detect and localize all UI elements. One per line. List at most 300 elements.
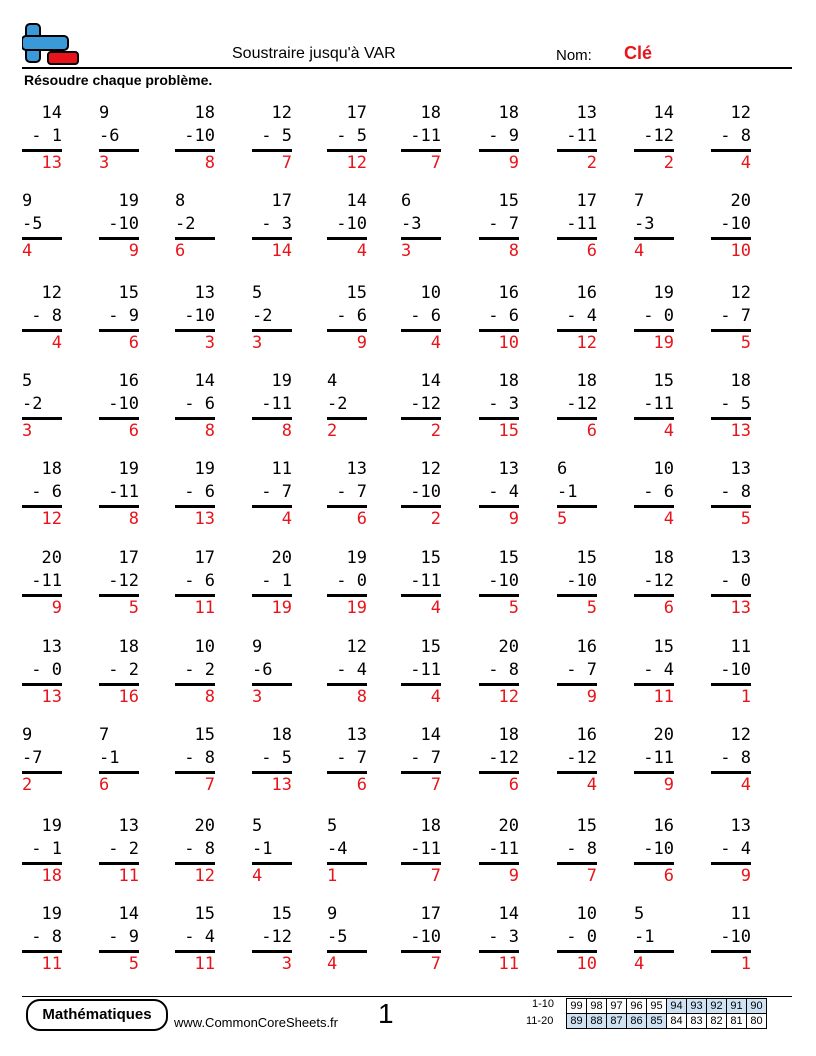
subtrahend: -11 bbox=[410, 126, 441, 146]
score-cell: 93 bbox=[687, 999, 707, 1014]
minuend: 15 bbox=[498, 548, 519, 568]
minuend: 13 bbox=[118, 816, 139, 836]
score-cell: 87 bbox=[607, 1014, 627, 1029]
answer-line bbox=[22, 862, 62, 865]
answer: 4 bbox=[327, 954, 338, 974]
minuend: 5 bbox=[252, 816, 263, 836]
minuend: 18 bbox=[730, 371, 751, 391]
answer-line bbox=[99, 417, 139, 420]
answer-line bbox=[327, 237, 367, 240]
answer-line bbox=[634, 505, 674, 508]
minuend: 18 bbox=[41, 459, 62, 479]
score-cell: 85 bbox=[647, 1014, 667, 1029]
answer: 10 bbox=[498, 333, 519, 353]
subtrahend: -2 bbox=[175, 214, 196, 234]
answer: 7 bbox=[430, 153, 441, 173]
subtrahend: - 7 bbox=[261, 482, 292, 502]
subtrahend: -1 bbox=[252, 839, 273, 859]
answer: 13 bbox=[730, 421, 751, 441]
minuend: 7 bbox=[99, 725, 110, 745]
answer-line bbox=[557, 417, 597, 420]
answer-line bbox=[22, 417, 62, 420]
minuend: 16 bbox=[653, 816, 674, 836]
answer-line bbox=[711, 950, 751, 953]
answer: 8 bbox=[204, 421, 215, 441]
footer-divider bbox=[22, 996, 792, 997]
subtrahend: - 4 bbox=[720, 839, 751, 859]
answer: 6 bbox=[663, 866, 674, 886]
minuend: 14 bbox=[118, 904, 139, 924]
score-cell: 86 bbox=[627, 1014, 647, 1029]
minuend: 15 bbox=[576, 548, 597, 568]
answer-line bbox=[327, 950, 367, 953]
subtrahend: -2 bbox=[327, 394, 348, 414]
answer-line bbox=[327, 862, 367, 865]
minuend: 9 bbox=[99, 103, 110, 123]
answer-line bbox=[479, 417, 519, 420]
subtrahend: - 1 bbox=[261, 571, 292, 591]
answer-line bbox=[401, 329, 441, 332]
answer-line bbox=[711, 237, 751, 240]
subtrahend: -10 bbox=[720, 927, 751, 947]
subtrahend: - 7 bbox=[566, 660, 597, 680]
subtrahend: -12 bbox=[488, 748, 519, 768]
subtrahend: -2 bbox=[22, 394, 43, 414]
minuend: 13 bbox=[194, 283, 215, 303]
answer: 3 bbox=[99, 153, 110, 173]
answer: 9 bbox=[586, 687, 597, 707]
answer: 5 bbox=[740, 509, 751, 529]
score-row-label: 11-20 bbox=[526, 1015, 554, 1027]
subtrahend: -11 bbox=[410, 571, 441, 591]
minuend: 12 bbox=[271, 103, 292, 123]
answer: 3 bbox=[252, 333, 263, 353]
answer-line bbox=[99, 862, 139, 865]
answer-line bbox=[99, 771, 139, 774]
answer: 7 bbox=[281, 153, 292, 173]
answer-line bbox=[711, 149, 751, 152]
minuend: 15 bbox=[576, 816, 597, 836]
minuend: 20 bbox=[41, 548, 62, 568]
answer-line bbox=[711, 771, 751, 774]
subtrahend: -1 bbox=[557, 482, 578, 502]
minuend: 16 bbox=[118, 371, 139, 391]
minuend: 19 bbox=[41, 816, 62, 836]
answer-line bbox=[479, 683, 519, 686]
answer: 5 bbox=[128, 598, 139, 618]
minuend: 17 bbox=[420, 904, 441, 924]
minuend: 16 bbox=[576, 637, 597, 657]
minuend: 10 bbox=[653, 459, 674, 479]
answer: 5 bbox=[740, 333, 751, 353]
answer: 11 bbox=[498, 954, 519, 974]
subtrahend: - 6 bbox=[643, 482, 674, 502]
answer-line bbox=[634, 237, 674, 240]
subtrahend: - 8 bbox=[720, 482, 751, 502]
minuend: 13 bbox=[730, 548, 751, 568]
answer-line bbox=[479, 149, 519, 152]
subtrahend: - 9 bbox=[108, 306, 139, 326]
minuend: 13 bbox=[346, 725, 367, 745]
minuend: 17 bbox=[194, 548, 215, 568]
answer: 2 bbox=[663, 153, 674, 173]
page-title: Soustraire jusqu'à VAR bbox=[232, 45, 396, 62]
subtrahend: -10 bbox=[720, 660, 751, 680]
subtrahend: -4 bbox=[327, 839, 348, 859]
minuend: 18 bbox=[271, 725, 292, 745]
answer-line bbox=[175, 862, 215, 865]
subtrahend: -11 bbox=[31, 571, 62, 591]
subtrahend: - 7 bbox=[720, 306, 751, 326]
minuend: 14 bbox=[194, 371, 215, 391]
answer-line bbox=[401, 594, 441, 597]
subtrahend: -10 bbox=[488, 571, 519, 591]
answer: 19 bbox=[271, 598, 292, 618]
minuend: 18 bbox=[118, 637, 139, 657]
answer: 11 bbox=[194, 954, 215, 974]
answer: 9 bbox=[128, 241, 139, 261]
answer: 6 bbox=[128, 333, 139, 353]
subtrahend: - 4 bbox=[488, 482, 519, 502]
answer: 9 bbox=[740, 866, 751, 886]
answer: 12 bbox=[194, 866, 215, 886]
minuend: 20 bbox=[498, 637, 519, 657]
minuend: 18 bbox=[498, 725, 519, 745]
score-cell: 82 bbox=[707, 1014, 727, 1029]
subtrahend: -10 bbox=[643, 839, 674, 859]
minuend: 19 bbox=[346, 548, 367, 568]
subtrahend: -10 bbox=[336, 214, 367, 234]
subtrahend: - 8 bbox=[488, 660, 519, 680]
answer: 4 bbox=[634, 241, 645, 261]
minuend: 10 bbox=[194, 637, 215, 657]
minuend: 9 bbox=[252, 637, 263, 657]
score-cell: 83 bbox=[687, 1014, 707, 1029]
answer-line bbox=[327, 149, 367, 152]
subtrahend: - 2 bbox=[108, 839, 139, 859]
subtrahend: -6 bbox=[99, 126, 120, 146]
minuend: 20 bbox=[730, 191, 751, 211]
answer-line bbox=[252, 329, 292, 332]
subtrahend: - 4 bbox=[643, 660, 674, 680]
minuend: 5 bbox=[327, 816, 338, 836]
answer: 12 bbox=[41, 509, 62, 529]
score-row-label: 1-10 bbox=[532, 998, 555, 1010]
answer-line bbox=[175, 683, 215, 686]
minuend: 18 bbox=[420, 103, 441, 123]
minuend: 17 bbox=[271, 191, 292, 211]
answer: 6 bbox=[586, 421, 597, 441]
minuend: 11 bbox=[730, 904, 751, 924]
minuend: 20 bbox=[194, 816, 215, 836]
subtrahend: -11 bbox=[261, 394, 292, 414]
answer: 3 bbox=[204, 333, 215, 353]
subtrahend: -2 bbox=[252, 306, 273, 326]
minuend: 13 bbox=[41, 637, 62, 657]
answer: 8 bbox=[281, 421, 292, 441]
minuend: 14 bbox=[420, 371, 441, 391]
answer: 7 bbox=[430, 954, 441, 974]
answer-line bbox=[22, 950, 62, 953]
answer: 13 bbox=[730, 598, 751, 618]
answer: 5 bbox=[557, 509, 568, 529]
subtrahend: - 8 bbox=[720, 126, 751, 146]
answer-line bbox=[252, 771, 292, 774]
answer-line bbox=[175, 237, 215, 240]
answer-line bbox=[634, 771, 674, 774]
minuend: 4 bbox=[327, 371, 338, 391]
answer: 6 bbox=[586, 241, 597, 261]
answer-line bbox=[634, 329, 674, 332]
answer-line bbox=[175, 950, 215, 953]
answer-line bbox=[99, 594, 139, 597]
subtrahend: - 6 bbox=[488, 306, 519, 326]
answer-line bbox=[557, 683, 597, 686]
answer: 3 bbox=[252, 687, 263, 707]
subtrahend: - 8 bbox=[184, 839, 215, 859]
subtrahend: -12 bbox=[261, 927, 292, 947]
subtrahend: -11 bbox=[643, 394, 674, 414]
answer: 18 bbox=[41, 866, 62, 886]
score-cell: 91 bbox=[727, 999, 747, 1014]
minuend: 6 bbox=[401, 191, 412, 211]
subtrahend: -12 bbox=[643, 126, 674, 146]
minuend: 17 bbox=[118, 548, 139, 568]
minuend: 11 bbox=[730, 637, 751, 657]
answer: 6 bbox=[99, 775, 110, 795]
subtrahend: -12 bbox=[566, 394, 597, 414]
answer-line bbox=[252, 417, 292, 420]
subtrahend: - 6 bbox=[410, 306, 441, 326]
answer: 4 bbox=[430, 598, 441, 618]
answer-line bbox=[557, 771, 597, 774]
subtrahend: - 4 bbox=[566, 306, 597, 326]
answer-line bbox=[557, 950, 597, 953]
minuend: 9 bbox=[22, 725, 33, 745]
answer-line bbox=[479, 862, 519, 865]
answer-line bbox=[401, 417, 441, 420]
answer-line bbox=[22, 329, 62, 332]
answer-line bbox=[557, 329, 597, 332]
minuend: 18 bbox=[498, 371, 519, 391]
answer: 15 bbox=[498, 421, 519, 441]
answer-line bbox=[401, 950, 441, 953]
minuend: 16 bbox=[498, 283, 519, 303]
minuend: 14 bbox=[41, 103, 62, 123]
answer: 5 bbox=[586, 598, 597, 618]
answer-line bbox=[99, 950, 139, 953]
page-number: 1 bbox=[378, 998, 394, 1029]
answer: 1 bbox=[327, 866, 338, 886]
answer-line bbox=[252, 594, 292, 597]
score-row bbox=[567, 1014, 767, 1029]
minuend: 16 bbox=[576, 725, 597, 745]
subtrahend: -10 bbox=[108, 214, 139, 234]
minuend: 15 bbox=[653, 637, 674, 657]
answer-line bbox=[557, 594, 597, 597]
minuend: 18 bbox=[194, 103, 215, 123]
answer: 4 bbox=[740, 153, 751, 173]
subtrahend: -11 bbox=[108, 482, 139, 502]
subtrahend: -11 bbox=[410, 839, 441, 859]
answer-line bbox=[175, 417, 215, 420]
subtrahend: -10 bbox=[184, 126, 215, 146]
subtrahend: - 9 bbox=[488, 126, 519, 146]
answer: 9 bbox=[508, 509, 519, 529]
answer-line bbox=[327, 505, 367, 508]
answer: 8 bbox=[204, 687, 215, 707]
answer: 2 bbox=[22, 775, 33, 795]
answer: 6 bbox=[128, 421, 139, 441]
minuend: 6 bbox=[557, 459, 568, 479]
answer: 4 bbox=[252, 866, 263, 886]
subtrahend: -5 bbox=[327, 927, 348, 947]
subtrahend: -11 bbox=[488, 839, 519, 859]
answer-line bbox=[252, 683, 292, 686]
minuend: 14 bbox=[498, 904, 519, 924]
answer-line bbox=[175, 771, 215, 774]
minuend: 5 bbox=[634, 904, 645, 924]
answer-line bbox=[711, 505, 751, 508]
answer-line bbox=[711, 417, 751, 420]
answer-line bbox=[479, 771, 519, 774]
minuend: 12 bbox=[420, 459, 441, 479]
answer: 12 bbox=[576, 333, 597, 353]
answer-line bbox=[634, 950, 674, 953]
instructions: Résoudre chaque problème. bbox=[24, 72, 213, 88]
answer: 19 bbox=[346, 598, 367, 618]
answer: 11 bbox=[653, 687, 674, 707]
answer: 16 bbox=[118, 687, 139, 707]
answer: 7 bbox=[430, 775, 441, 795]
minuend: 18 bbox=[498, 103, 519, 123]
minuend: 15 bbox=[653, 371, 674, 391]
answer: 6 bbox=[508, 775, 519, 795]
score-cell: 98 bbox=[587, 999, 607, 1014]
answer-line bbox=[327, 329, 367, 332]
answer-line bbox=[327, 417, 367, 420]
answer-line bbox=[99, 237, 139, 240]
subtrahend: - 6 bbox=[184, 394, 215, 414]
answer: 14 bbox=[271, 241, 292, 261]
subtrahend: - 1 bbox=[31, 126, 62, 146]
answer-line bbox=[401, 505, 441, 508]
answer: 6 bbox=[175, 241, 186, 261]
minuend: 12 bbox=[730, 103, 751, 123]
answer-line bbox=[401, 683, 441, 686]
subtrahend: - 3 bbox=[261, 214, 292, 234]
answer: 2 bbox=[430, 509, 441, 529]
answer: 3 bbox=[401, 241, 412, 261]
answer-line bbox=[401, 237, 441, 240]
answer-line bbox=[175, 594, 215, 597]
answer-line bbox=[175, 505, 215, 508]
subtrahend: - 4 bbox=[184, 927, 215, 947]
minuend: 10 bbox=[576, 904, 597, 924]
subtrahend: -10 bbox=[566, 571, 597, 591]
name-label: Nom: bbox=[556, 47, 592, 64]
subtrahend: - 0 bbox=[720, 571, 751, 591]
score-cell: 92 bbox=[707, 999, 727, 1014]
answer-line bbox=[557, 149, 597, 152]
subtrahend: - 6 bbox=[184, 571, 215, 591]
answer-line bbox=[479, 329, 519, 332]
subtrahend: - 5 bbox=[336, 126, 367, 146]
name-value: Clé bbox=[624, 43, 653, 63]
minuend: 12 bbox=[730, 725, 751, 745]
subtrahend: - 8 bbox=[184, 748, 215, 768]
answer: 7 bbox=[586, 866, 597, 886]
subtrahend: - 6 bbox=[336, 306, 367, 326]
subtrahend: - 7 bbox=[336, 482, 367, 502]
answer: 9 bbox=[356, 333, 367, 353]
answer-line bbox=[175, 329, 215, 332]
answer: 11 bbox=[118, 866, 139, 886]
minuend: 13 bbox=[498, 459, 519, 479]
answer-line bbox=[711, 329, 751, 332]
score-table bbox=[566, 998, 767, 1029]
answer: 8 bbox=[128, 509, 139, 529]
subtrahend: - 5 bbox=[261, 126, 292, 146]
answer-line bbox=[327, 594, 367, 597]
score-cell: 84 bbox=[667, 1014, 687, 1029]
answer: 12 bbox=[346, 153, 367, 173]
subtrahend: -11 bbox=[410, 660, 441, 680]
answer: 13 bbox=[271, 775, 292, 795]
minuend: 20 bbox=[653, 725, 674, 745]
answer-line bbox=[479, 950, 519, 953]
answer-line bbox=[327, 771, 367, 774]
answer-line bbox=[22, 237, 62, 240]
score-cell: 89 bbox=[567, 1014, 587, 1029]
answer-line bbox=[557, 237, 597, 240]
answer-line bbox=[252, 950, 292, 953]
answer: 3 bbox=[281, 954, 292, 974]
subtrahend: - 1 bbox=[31, 839, 62, 859]
answer-line bbox=[401, 149, 441, 152]
minuend: 13 bbox=[730, 816, 751, 836]
minuend: 12 bbox=[41, 283, 62, 303]
answer: 9 bbox=[663, 775, 674, 795]
minuend: 15 bbox=[194, 725, 215, 745]
answer: 4 bbox=[356, 241, 367, 261]
minuend: 9 bbox=[22, 191, 33, 211]
minuend: 19 bbox=[653, 283, 674, 303]
subtrahend: -5 bbox=[22, 214, 43, 234]
answer-line bbox=[634, 862, 674, 865]
answer: 2 bbox=[430, 421, 441, 441]
answer: 8 bbox=[204, 153, 215, 173]
subtrahend: - 8 bbox=[720, 748, 751, 768]
answer-line bbox=[634, 594, 674, 597]
minuend: 5 bbox=[252, 283, 263, 303]
subtrahend: - 7 bbox=[410, 748, 441, 768]
answer: 9 bbox=[508, 153, 519, 173]
answer: 9 bbox=[51, 598, 62, 618]
answer-line bbox=[22, 683, 62, 686]
answer: 7 bbox=[204, 775, 215, 795]
minuend: 20 bbox=[498, 816, 519, 836]
minuend: 19 bbox=[194, 459, 215, 479]
minuend: 8 bbox=[175, 191, 186, 211]
answer: 6 bbox=[356, 775, 367, 795]
answer-line bbox=[479, 505, 519, 508]
answer-line bbox=[22, 505, 62, 508]
subtrahend: - 3 bbox=[488, 394, 519, 414]
subtrahend: - 6 bbox=[31, 482, 62, 502]
answer-line bbox=[557, 505, 597, 508]
answer: 4 bbox=[281, 509, 292, 529]
